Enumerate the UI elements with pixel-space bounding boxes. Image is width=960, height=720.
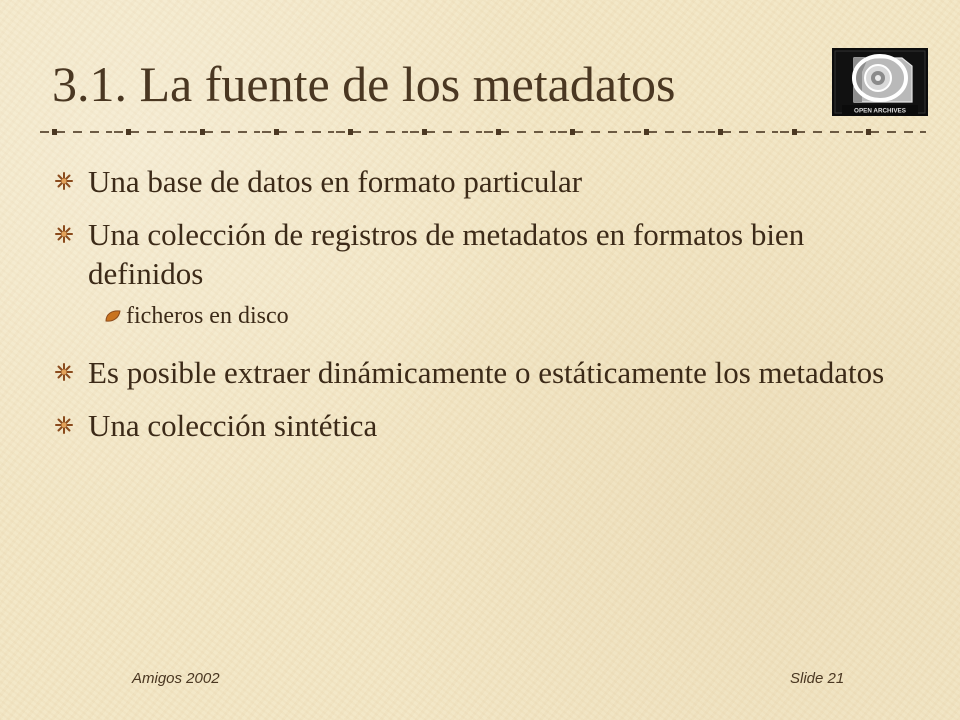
star-bullet-icon — [54, 415, 74, 435]
open-archives-logo-icon — [832, 48, 928, 116]
bullet-item — [52, 162, 912, 201]
divider-dot — [792, 129, 797, 135]
sub-bullet-item — [52, 301, 912, 331]
divider-dot — [348, 129, 353, 135]
sub-bullet-text: ficheros en disco — [126, 303, 289, 329]
divider-dot — [866, 129, 871, 135]
leaf-bullet-icon — [104, 309, 122, 323]
bullet-text: Una colección de registros de metadatos en formatos bien definidos — [88, 217, 805, 291]
divider-dot — [52, 129, 57, 135]
divider-dot — [718, 129, 723, 135]
slide-number: Slide 21 — [790, 670, 845, 687]
bullet-item — [52, 215, 912, 293]
bullet-list — [52, 162, 912, 445]
title-divider — [40, 126, 928, 138]
divider-dot — [126, 129, 131, 135]
divider-dot — [570, 129, 575, 135]
bullet-text: Una colección sintética — [88, 408, 378, 443]
logo-text: OPEN ARCHIVES — [854, 107, 906, 115]
slide-title: 3.1. La fuente de los metadatos — [52, 56, 676, 112]
star-bullet-icon — [54, 362, 74, 382]
divider-dot — [274, 129, 279, 135]
divider-dot — [422, 129, 427, 135]
bullet-text: Una base de datos en formato particular — [88, 164, 583, 199]
bullet-item — [52, 406, 912, 445]
divider-dot — [644, 129, 649, 135]
star-bullet-icon — [54, 224, 74, 244]
bullet-item — [52, 353, 912, 392]
divider-dot — [200, 129, 205, 135]
star-bullet-icon — [54, 171, 74, 191]
footer-left-text: Amigos 2002 — [132, 670, 220, 687]
divider-dot — [496, 129, 501, 135]
bullet-text: Es posible extraer dinámicamente o estáticamente los metadatos — [88, 355, 885, 390]
